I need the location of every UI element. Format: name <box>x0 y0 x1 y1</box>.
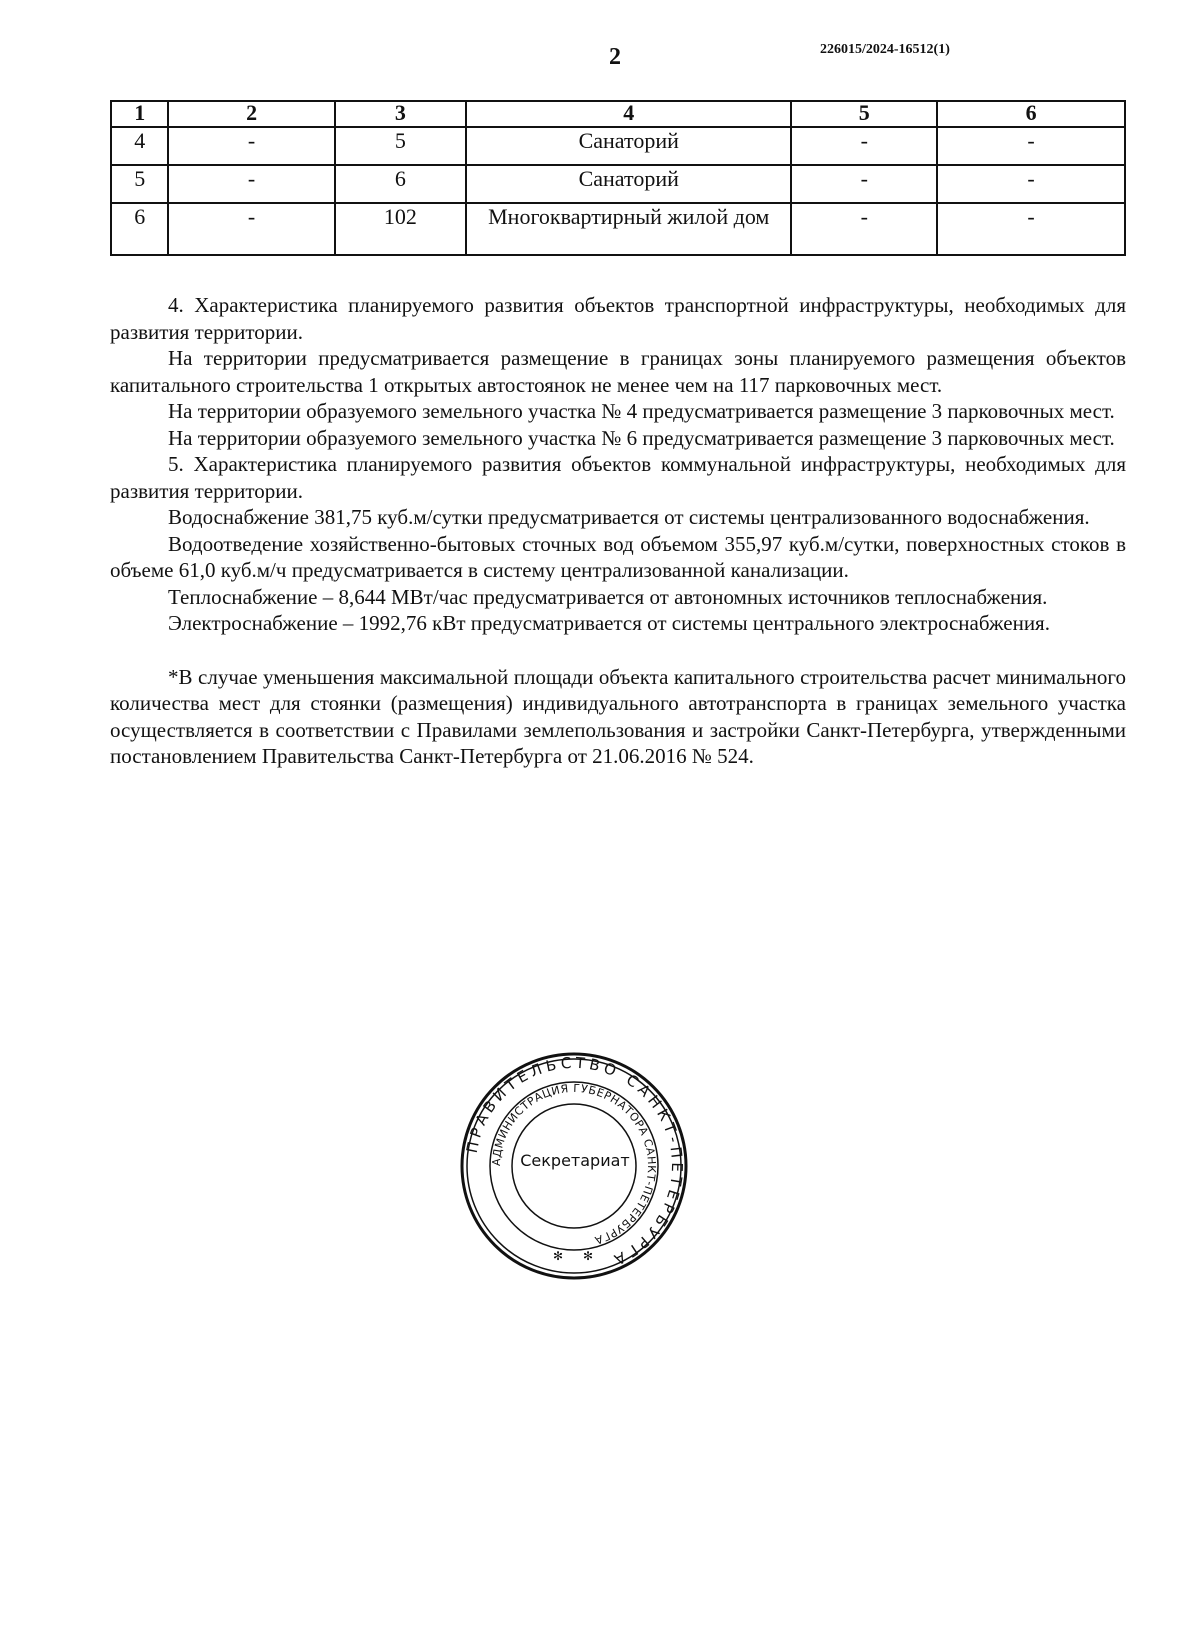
table-header-cell: 2 <box>168 101 334 127</box>
table-cell: - <box>791 203 937 255</box>
table-cell: - <box>937 127 1125 165</box>
table-header-row <box>111 101 1125 127</box>
table-header-cell: 3 <box>335 101 466 127</box>
table-header-cell: 5 <box>791 101 937 127</box>
table-row <box>111 203 1125 255</box>
stamp-inner-text: АДМИНИСТРАЦИЯ ГУБЕРНАТОРА САНКТ-ПЕТЕРБУРГА <box>489 1081 659 1247</box>
table-cell: Санаторий <box>466 127 791 165</box>
table-cell: - <box>791 127 937 165</box>
table-row <box>111 127 1125 165</box>
table-cell: 102 <box>335 203 466 255</box>
table-cell: - <box>168 165 334 203</box>
document-id: 226015/2024-16512(1) <box>820 42 950 57</box>
table-cell: 4 <box>111 127 168 165</box>
table-cell: Многоквартирный жилой дом <box>466 203 791 255</box>
table-cell: - <box>791 165 937 203</box>
paragraph: Водоотведение хозяйственно-бытовых сточных вод объемом 355,97 куб.м/сутки, поверхностных стоков в объеме 61,0 куб.м/ч предусматривается в систему централизованной канализации. <box>110 531 1126 582</box>
paragraph: На территории образуемого земельного участка № 6 предусматривается размещение 3 парковочных мест. <box>168 425 1115 450</box>
paragraph: Водоснабжение 381,75 куб.м/сутки предусматривается от системы централизованного водоснабжения. <box>168 505 1090 529</box>
table-cell: - <box>937 203 1125 255</box>
data-table <box>110 100 1126 256</box>
paragraph: На территории предусматривается размещение в границах зоны планируемого размещения объектов капитального строительства 1 открытых автостоянок не менее чем на 117 парковочных мест. <box>110 346 1126 397</box>
section-heading-utilities: 5. Характеристика планируемого развития объектов коммунальной инфраструктуры, необходимых для развития территории. <box>110 452 1126 503</box>
table-header-cell: 1 <box>111 101 168 127</box>
table-cell: 5 <box>111 165 168 203</box>
document-body <box>110 292 1126 770</box>
stamp-star-icon: ✻ <box>553 1249 564 1263</box>
stamp-center-label: Секретариат <box>520 1151 630 1170</box>
paragraph: Электроснабжение – 1992,76 кВт предусматривается от системы центрального электроснабжения. <box>168 611 1050 635</box>
table-cell: - <box>937 165 1125 203</box>
footnote: *В случае уменьшения максимальной площади объекта капитального строительства расчет минимального количества мест для стоянки (размещения) индивидуального автотранспорта в границах земельного участка осуществляется в соответствии с Правилами землепользования и застройки Санкт-Петербурга, утвержденными постановлением Правительства Санкт-Петербурга от 21.06.2016 № 524. <box>110 664 1126 768</box>
table-cell: 5 <box>335 127 466 165</box>
table-row <box>111 165 1125 203</box>
paragraph: Теплоснабжение – 8,644 МВт/час предусматривается от автономных источников теплоснабжения. <box>168 584 1048 609</box>
table-cell: - <box>168 203 334 255</box>
page-number: 2 <box>609 44 621 70</box>
table-cell: 6 <box>111 203 168 255</box>
paragraph: На территории образуемого земельного участка № 4 предусматривается размещение 3 парковочных мест. <box>168 399 1115 423</box>
stamp-star-icon: ✻ <box>583 1249 594 1263</box>
stamp-outer-text: ПРАВИТЕЛЬСТВО САНКТ-ПЕТЕРБУРГА <box>462 1053 687 1271</box>
section-heading-transport: 4. Характеристика планируемого развития объектов транспортной инфраструктуры, необходимых для развития территории. <box>110 293 1126 344</box>
table-header-cell: 4 <box>466 101 791 127</box>
table-cell: Санаторий <box>466 165 791 203</box>
table-cell: 6 <box>335 165 466 203</box>
table-header-cell: 6 <box>937 101 1125 127</box>
table-cell: - <box>168 127 334 165</box>
